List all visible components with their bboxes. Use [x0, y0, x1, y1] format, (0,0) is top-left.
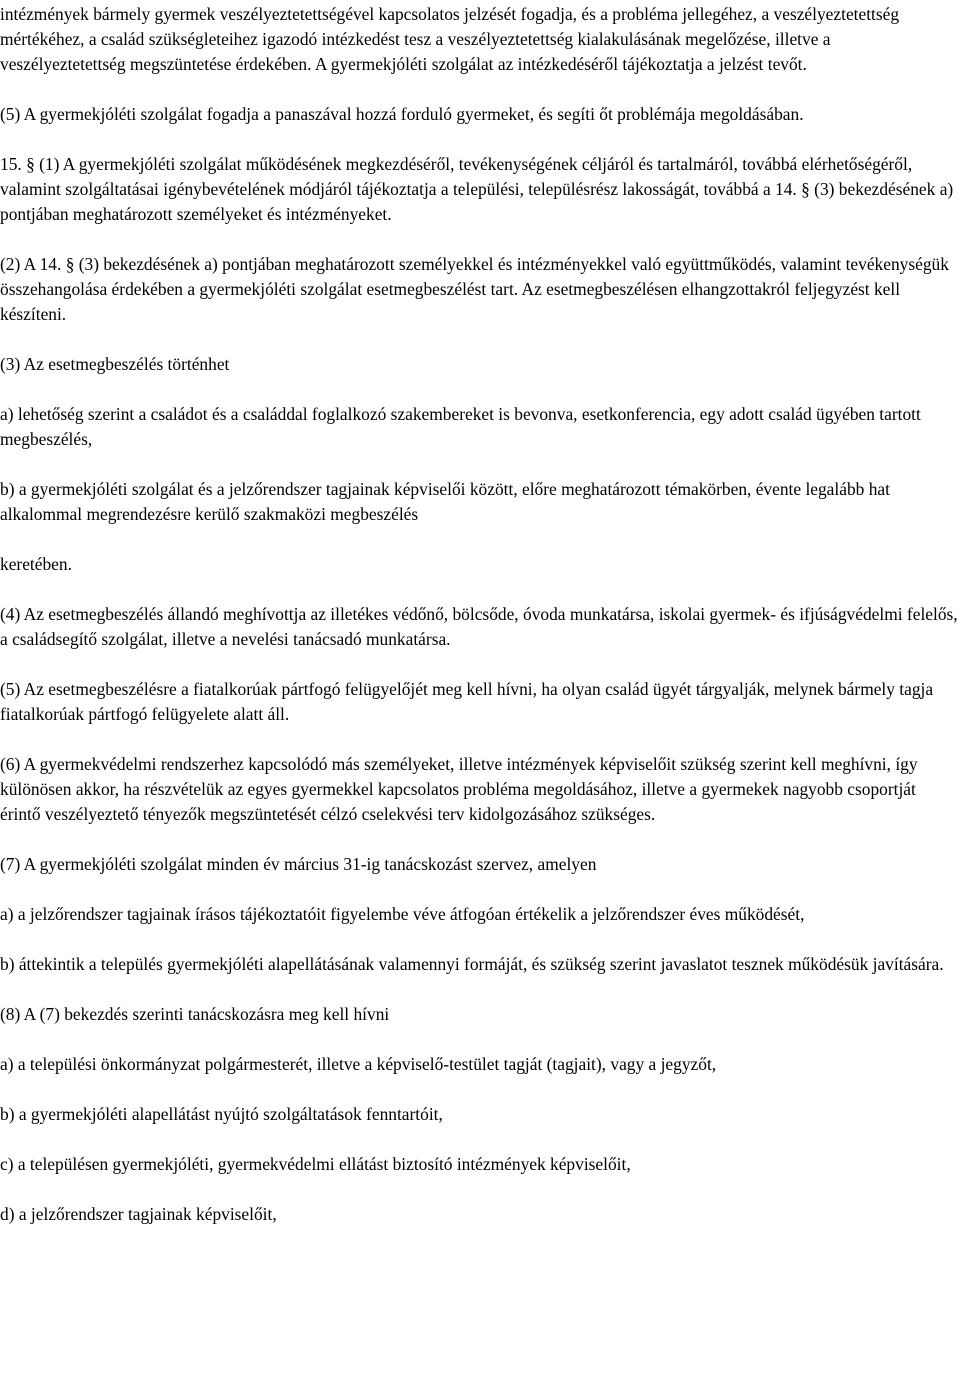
paragraph-15-3-b: b) a gyermekjóléti szolgálat és a jelzőrendszer tagjainak képviselői között, előre meghatározott témakörben, évente legalább hat alkalommal megrendezésre kerülő szakmaközi megbeszélés — [0, 479, 890, 524]
paragraph-15-1: 15. § (1) A gyermekjóléti szolgálat működésének megkezdéséről, tevékenységének céljáról és tartalmáról, továbbá elérhetőségéről, valamint szolgáltatásai igénybevételének módjáról tájékoztatja a települési, településrész lakosságát, továbbá a 14. § (3) bekezdésének a) pontjában meghatározott személyeket és intézményeket. — [0, 154, 954, 224]
paragraph-15-2: (2) A 14. § (3) bekezdésének a) pontjában meghatározott személyekkel és intézményekkel való együttműködés, valamint tevékenységük összehangolása érdekében a gyermekjóléti szolgálat esetmegbeszélést tart. Az esetmegbeszélésen elhangzottakról feljegyzést kell készíteni. — [0, 254, 949, 324]
paragraph-15-6: (6) A gyermekvédelmi rendszerhez kapcsolódó más személyeket, illetve intézmények képviselőit szükség szerint kell meghívni, így különösen akkor, ha részvételük az egyes gyermekkel kapcsolatos probléma megoldásához, illetve a gyermekek nagyobb csoportját érintő veszélyeztető tényezők megszüntetését célzó cselekvési terv kidolgozásához szükséges. — [0, 754, 918, 824]
paragraph-15-7: (7) A gyermekjóléti szolgálat minden év március 31-ig tanácskozást szervez, amelyen — [0, 854, 597, 874]
paragraph-15-3: (3) Az esetmegbeszélés történhet — [0, 354, 230, 374]
paragraph-15-8-d: d) a jelzőrendszer tagjainak képviselőit, — [0, 1204, 277, 1224]
paragraph-14-5: (5) A gyermekjóléti szolgálat fogadja a panaszával hozzá forduló gyermeket, és segíti őt problémája megoldásában. — [0, 104, 804, 124]
paragraph-15-7-b: b) áttekintik a település gyermekjóléti alapellátásának valamennyi formáját, és szükség szerint javaslatot tesznek működésük javítására. — [0, 954, 944, 974]
paragraph-15-3-closing: keretében. — [0, 554, 72, 574]
paragraph-15-7-a: a) a jelzőrendszer tagjainak írásos tájékoztatóit figyelembe véve átfogóan értékelik a jelzőrendszer éves működését, — [0, 904, 805, 924]
paragraph-15-8-b: b) a gyermekjóléti alapellátást nyújtó szolgáltatások fenntartóit, — [0, 1104, 443, 1124]
paragraph-15-8-c: c) a településen gyermekjóléti, gyermekvédelmi ellátást biztosító intézmények képviselőit, — [0, 1154, 631, 1174]
paragraph-15-8: (8) A (7) bekezdés szerinti tanácskozásra meg kell hívni — [0, 1004, 390, 1024]
paragraph-15-8-a: a) a települési önkormányzat polgármesterét, illetve a képviselő-testület tagját (tagjait), vagy a jegyzőt, — [0, 1054, 717, 1074]
paragraph-15-3-a: a) lehetőség szerint a családot és a családdal foglalkozó szakembereket is bevonva, esetkonferencia, egy adott család ügyében tartott megbeszélés, — [0, 404, 921, 449]
paragraph-continuation: intézmények bármely gyermek veszélyeztetettségével kapcsolatos jelzését fogadja, és a probléma jellegéhez, a veszélyeztetettség mértékéhez, a család szükségleteihez igazodó intézkedést tesz a veszélyeztetettség kialakulásának megelőzése, illetve a veszélyeztetettség megszüntetése érdekében. A gyermekjóléti szolgálat az intézkedéséről tájékoztatja a jelzést tevőt. — [0, 4, 900, 74]
paragraph-15-5: (5) Az esetmegbeszélésre a fiatalkorúak pártfogó felügyelőjét meg kell hívni, ha olyan család ügyét tárgyalják, melynek bármely tagja fiatalkorúak pártfogó felügyelete alatt áll. — [0, 679, 934, 724]
paragraph-15-4: (4) Az esetmegbeszélés állandó meghívottja az illetékes védőnő, bölcsőde, óvoda munkatársa, iskolai gyermek- és ifjúságvédelmi felelős, a családsegítő szolgálat, illetve a nevelési tanácsadó munkatársa. — [0, 604, 958, 649]
